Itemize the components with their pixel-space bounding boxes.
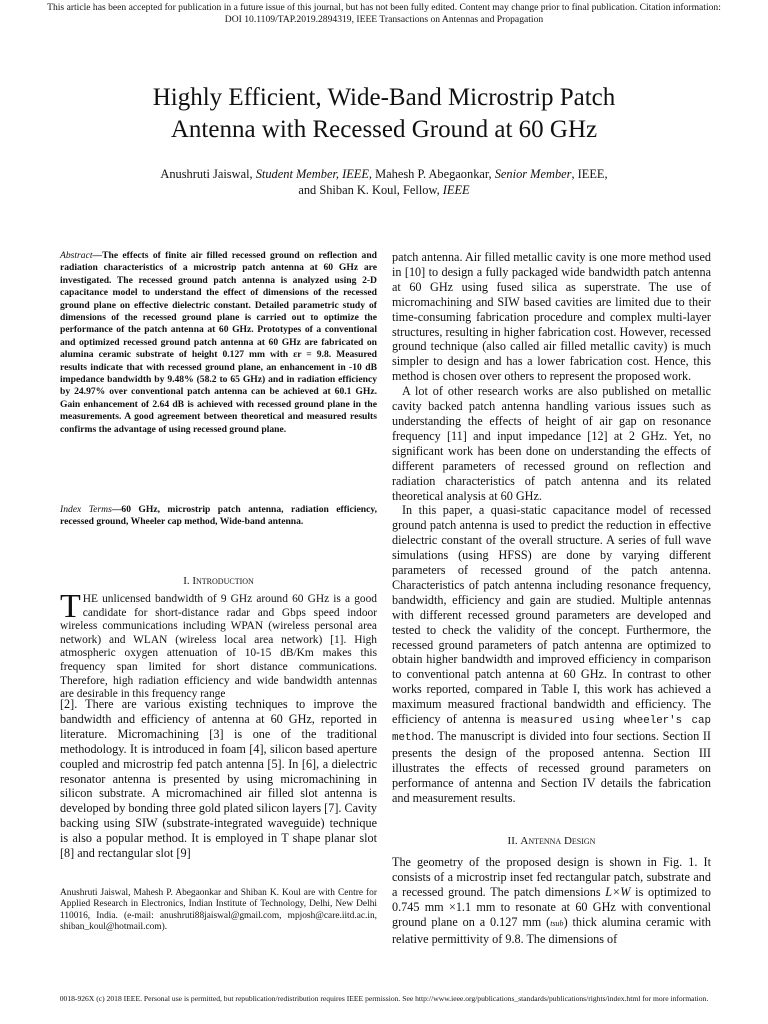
abstract-text: —The effects of finite air filled recessed ground on reflection and radiation characteristics of a microstrip patch antenna at 60 GHz are investigated. The recessed ground patch antenna is analyzed using 2-D capacitance model to understand the effect of dimensions of the recessed ground plane on effective dielectric constant. Detailed parametric study of dimensions of the recessed ground plane is carried out to optimize the performance of the patch antenna at 60 GHz. Prototypes of a conventional and optimized recessed ground patch antenna at 60 GHz are fabricated on alumina ceramic substrate of height 0.127 mm with εr = 9.8. Measured results indicate that with recessed ground plane, an enhancement in -10 dB impedance bandwidth by 9.48% (58.2 to 65 GHz) and in radiation efficiency by 24.97% over conventional patch antenna can be achieved at 60.1 GHz. Gain enhancement of 2.64 dB is achieved with recessed ground plane in the measurements. A good agreement between theoretical and measured results confirms the advantage of using recessed ground plane. xyxy=(60,250,377,435)
author-list xyxy=(80,166,688,198)
author-3-name: and Shiban K. Koul, Fellow, xyxy=(298,183,443,197)
section-1-number: I. xyxy=(183,575,190,587)
author-affiliation-footnote: Anushruti Jaiswal, Mahesh P. Abegaonkar and Shiban K. Koul are with Centre for Applied Research in Electronics, Indian Institute of Technology, Delhi, New Delhi 110016, India. (e-mail: anushruti88jaiswal@gmail.com, mpjosh@care.iitd.ac.in, shiban_koul@hotmail.com). xyxy=(60,888,377,933)
intro-body: [2]. There are various existing techniques to improve the bandwidth and efficiency of antenna at 60 GHz, reported in literature. Micromachining [3] is one of the traditional methodology. It is introduced in foam [4], silicon based aperture coupled and microstrip fed patch antenna [5]. In [6], a dielectric resonator antenna is presented by using micromachining in silicon substrate. A micromachined air filled slot antenna is developed by bonding three gold plated silicon layers [7]. Cavity backing using SIW (substrate-integrated waveguide) technique is also a popular method. It is employed in T shape planar slot [8] and rectangular slot [9] xyxy=(60,697,377,861)
p3-text-a: In this paper, a quasi-static capacitance model of recessed ground patch antenna is used to predict the reduction in effective dielectric constant of the overall structure. A series of full wave simulations (using HFSS) are done by varying different parameters of recessed ground of the patch antenna. Characteristics of patch antenna including resonance frequency, bandwidth, efficiency and gain are studied. Multiple antennas with different recessed ground parameters are developed and tested to check the validity of the concept. Furthermore, the recessed ground parameters of patch antenna are optimized to obtain higher bandwidth and improved efficiency in comparison to conventional patch antenna at 60 GHz. In contrast to other works reported, compared in Table I, this work has achieved a maximum measured fractional bandwidth and efficiency. The efficiency of antenna is xyxy=(392,503,711,727)
index-terms-label: Index Terms xyxy=(60,504,112,515)
design-dims: L×W xyxy=(605,884,631,899)
p3-mono-text: measured using wheeler's cap method xyxy=(392,715,711,744)
right-column xyxy=(392,250,711,806)
author-3-role: IEEE xyxy=(442,183,470,197)
design-text-b: is optimized to 0.745 mm ×1.1 mm to resonate at 60 GHz with conventional ground plane on a 0.127 mm ( xyxy=(392,884,711,929)
copyright-footer: 0018-926X (c) 2018 IEEE. Personal use is permitted, but republication/redistribution requires IEEE permission. See http://www.ieee.org/publications_standards/publications/rights/index.html for more information. xyxy=(59,994,709,1003)
index-terms xyxy=(60,504,377,529)
paper-title xyxy=(40,82,728,146)
right-paragraph-2: A lot of other research works are also published on metallic cavity backed patch antenna handling various issues such as understanding the effects of height of air gap on resonance frequency [11] and input impedance [12] at 2 GHz. Yet, no significant work has been done on understanding the effects of different parameters of recessed ground on reflection and radiation characteristics of patch antenna and its related theoretical analysis at 60 GHz. xyxy=(392,384,711,503)
index-terms-text: —60 GHz, microstrip patch antenna, radiation efficiency, recessed ground, Wheeler cap method, Wide-band antenna. xyxy=(60,504,377,528)
drop-cap: T xyxy=(60,588,81,625)
design-text-c: ) thick alumina ceramic with relative permittivity of 9.8. The dimensions of xyxy=(392,914,711,946)
section-2-title: Antenna Design xyxy=(520,835,596,847)
author-1-role: Student Member, IEEE xyxy=(255,167,369,181)
section-heading-antenna-design xyxy=(392,834,711,848)
section-heading-introduction xyxy=(60,574,377,588)
notice-line-2: DOI 10.1109/TAP.2019.2894319, IEEE Transactions on Antennas and Propagation xyxy=(224,14,544,25)
author-1-name: Anushruti Jaiswal, xyxy=(160,167,256,181)
notice-line-1: This article has been accepted for publication in a future issue of this journal, but has not been fully edited. Content may change prior to final publication. Citation information: xyxy=(47,2,721,13)
antenna-design-paragraph xyxy=(392,855,711,946)
right-paragraph-1: patch antenna. Air filled metallic cavity is one more method used in [10] to design a fully packaged wide bandwidth patch antenna at 60 GHz using fused silica as superstrate. The use of micromachining and SIW based cavities are limited due to their time-consuming fabrication procedure and complex multi-layer structures, resulting in higher fabrication cost. However, recessed ground technique (also called air filled metallic cavity) is much simpler to design and has a lower fabrication cost. Hence, this method is chosen over others to represent the proposed work. xyxy=(392,250,711,384)
author-2-tail: , IEEE, xyxy=(571,167,608,181)
title-line-1: Highly Efficient, Wide-Band Microstrip Patch xyxy=(152,84,616,111)
publication-notice xyxy=(10,2,758,26)
section-1-title: Introduction xyxy=(192,575,254,587)
section-2-number: II. xyxy=(507,835,518,847)
right-paragraph-3 xyxy=(392,503,711,805)
author-2-role: Senior Member xyxy=(494,167,572,181)
intro-lead-text: HE unlicensed bandwidth of 9 GHz around 60 GHz is a good candidate for short-distance radar and Gbps speed indoor wireless communications including WPAN (wireless personal area network) and WLAN (wireless local area network) [1]. High atmospheric oxygen attenuation of 10-15 dB/Km makes this frequency span limited for short distance communications. Therefore, high radiation efficiency and wide bandwidth antennas are desirable in this frequency range xyxy=(60,593,377,701)
title-line-2: Antenna with Recessed Ground at 60 GHz xyxy=(170,116,598,143)
p3-text-b: . The manuscript is divided into four sections. Section II presents the design of the proposed antenna. Section III illustrates the effects of recessed ground parameters on performance of antenna and Section IV details the fabrication and measurement results. xyxy=(392,729,711,805)
abstract-label: Abstract xyxy=(60,250,93,261)
abstract xyxy=(60,250,377,436)
intro-lead-paragraph xyxy=(60,588,377,702)
design-text-a: The geometry of the proposed design is shown in Fig. 1. It consists of a microstrip inset fed rectangular patch, substrate and a recessed ground. The patch dimensions xyxy=(392,855,711,899)
author-2-name: , Mahesh P. Abegaonkar, xyxy=(368,167,495,181)
design-tsub: tsub xyxy=(550,918,564,928)
